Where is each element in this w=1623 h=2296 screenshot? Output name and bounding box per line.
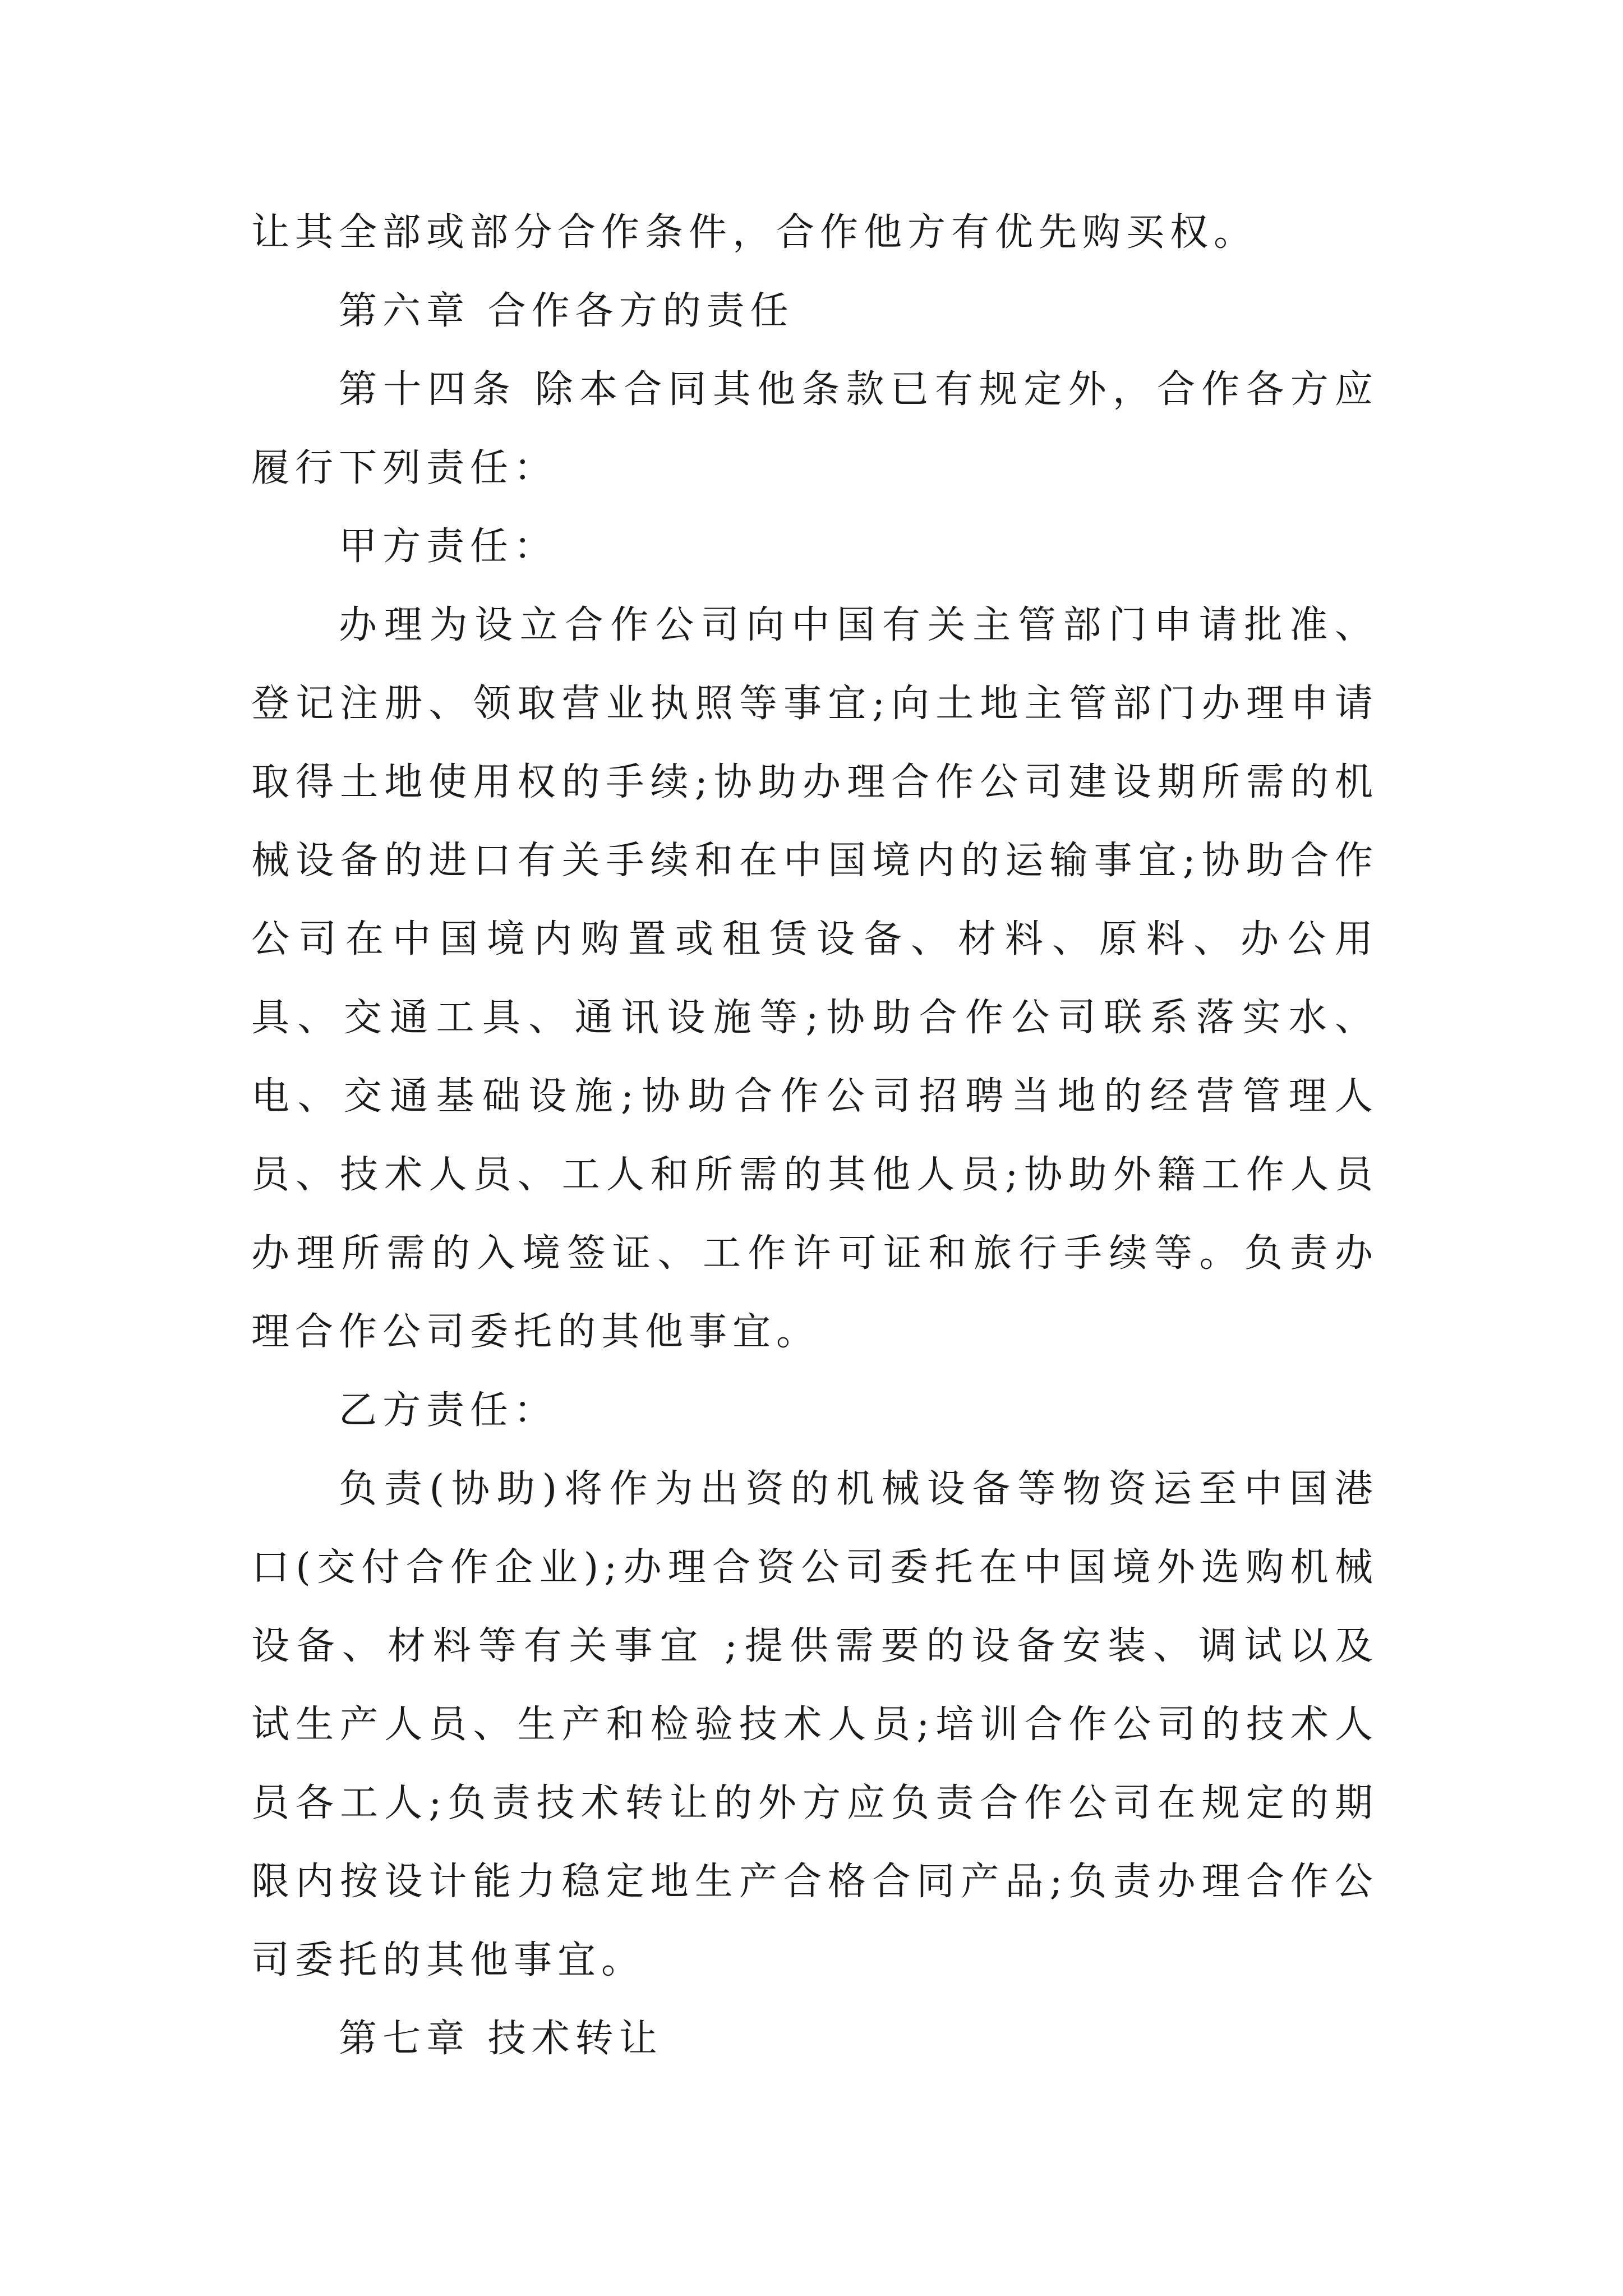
paragraph-continuation: 让其全部或部分合作条件，合作他方有优先购买权。 <box>251 210 1258 255</box>
party-a-responsibilities: 办理为设立合作公司向中国有关主管部门申请批准、登记注册、领取营业执照等事宜;向土地主管部门办理申请取得土地使用权的手续;协助办理合作公司建设期所需的机械设备的进口有关手续和在中国境内的运输事宜;协助合作公司在中国境内购置或租赁设备、材料、原料、办公用具、交通工具、通讯设施等;协助合作公司联系落实水、电、交通基础设施;协助合作公司招聘当地的经营管理人员、技术人员、工人和所需的其他人员;协助外籍工作人员办理所需的入境签证、工作许可证和旅行手续等。负责办理合作公司委托的其他事宜。 <box>251 603 1378 1354</box>
chapter-heading-6: 第六章 合作各方的责任 <box>339 289 794 333</box>
party-a-heading: 甲方责任： <box>339 524 558 569</box>
chapter-heading-7: 第七章 技术转让 <box>339 2017 663 2061</box>
document-body <box>251 194 1378 2078</box>
party-b-heading: 乙方责任： <box>339 1388 558 1433</box>
party-b-responsibilities: 负责(协助)将作为出资的机械设备等物资运至中国港口(交付合作企业);办理合资公司委托在中国境外选购机械设备、材料等有关事宜 ;提供需要的设备安装、调试以及试生产人员、生产和检验技术人员;培训合作公司的技术人员各工人;负责技术转让的外方应负责合作公司在规定的期限内按设计能力稳定地生产合格合同产品;负责办理合作公司委托的其他事宜。 <box>251 1467 1378 1982</box>
article-14: 第十四条 除本合同其他条款已有规定外，合作各方应履行下列责任： <box>251 367 1378 490</box>
